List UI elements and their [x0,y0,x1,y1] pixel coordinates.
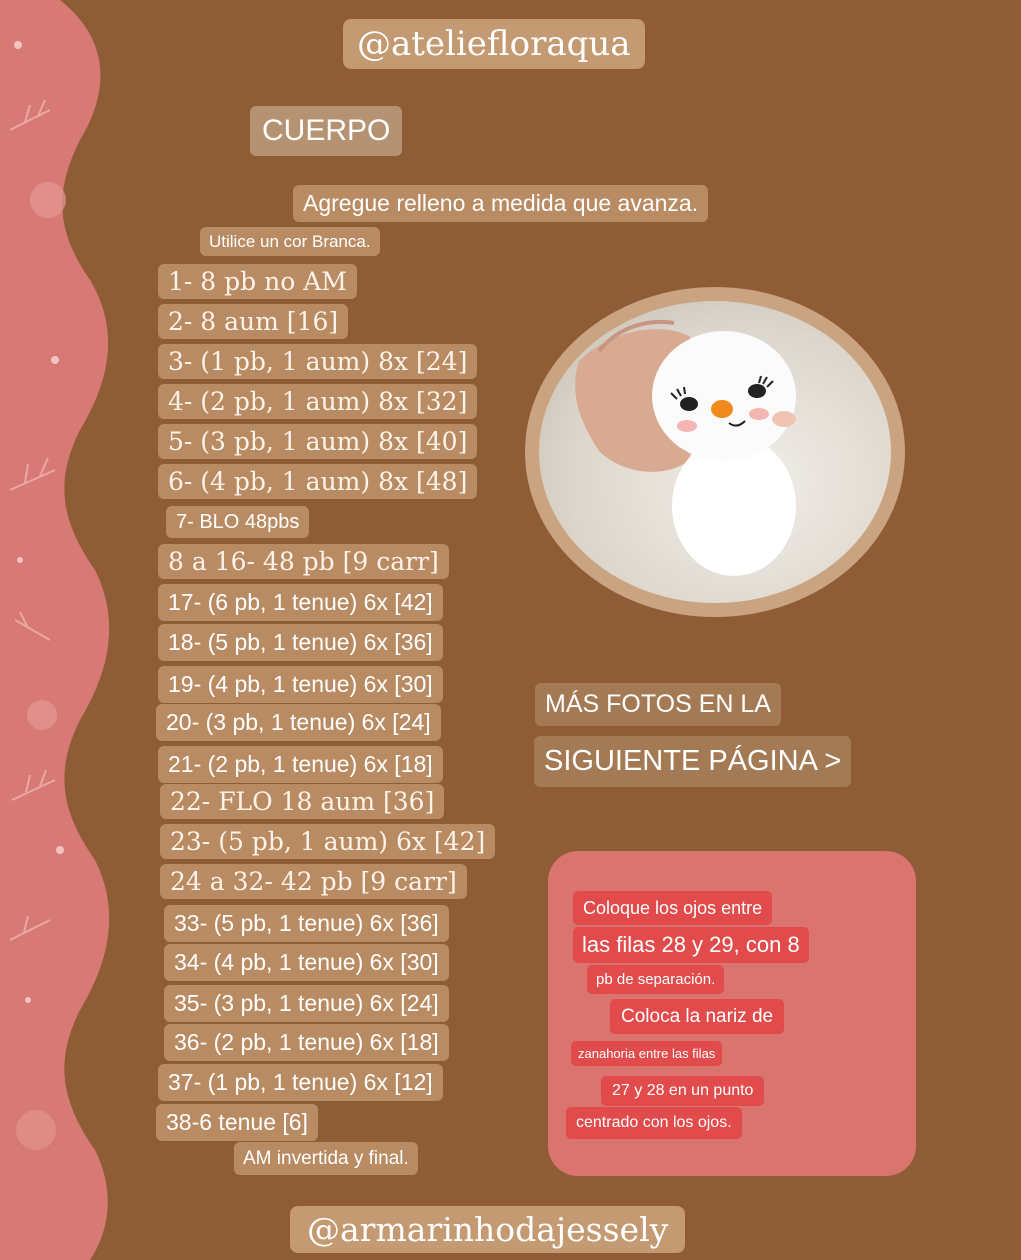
note-line-1: Coloque los ojos entre [573,891,772,925]
row-37: 37- (1 pb, 1 tenue) 6x [12] [158,1064,443,1101]
row-36: 36- (2 pb, 1 tenue) 6x [18] [164,1024,449,1061]
next-page-link[interactable]: SIGUIENTE PÁGINA > [534,736,851,787]
snowman-photo [539,301,891,603]
photo-frame [525,287,905,617]
row-24-32: 24 a 32- 42 pb [9 carr] [160,864,467,899]
row-8-16: 8 a 16- 48 pb [9 carr] [158,544,449,579]
footer-handle: @armarinhodajessely [290,1206,685,1253]
row-20: 20- (3 pb, 1 tenue) 6x [24] [156,704,441,741]
note-line-4: Coloca la nariz de [610,999,784,1034]
note-line-5: zanahoria entre las filas [571,1041,722,1066]
row-19: 19- (4 pb, 1 tenue) 6x [30] [158,666,443,703]
row-5: 5- (3 pb, 1 aum) 8x [40] [158,424,477,459]
row-34: 34- (4 pb, 1 tenue) 6x [30] [164,944,449,981]
row-21: 21- (2 pb, 1 tenue) 6x [18] [158,746,443,783]
header-handle: @ateliefloraqua [343,19,645,69]
row-22: 22- FLO 18 aum [36] [160,784,444,819]
row-18: 18- (5 pb, 1 tenue) 6x [36] [158,624,443,661]
section-title: CUERPO [250,106,402,156]
snowman-illustration [539,301,891,603]
note-line-7: centrado con los ojos. [566,1107,742,1139]
note-line-3: pb de separación. [587,965,724,994]
row-4: 4- (2 pb, 1 aum) 8x [32] [158,384,477,419]
row-3: 3- (1 pb, 1 aum) 8x [24] [158,344,477,379]
row-2: 2- 8 aum [16] [158,304,348,339]
row-17: 17- (6 pb, 1 tenue) 6x [42] [158,584,443,621]
row-38: 38-6 tenue [6] [156,1104,318,1141]
row-6: 6- (4 pb, 1 aum) 8x [48] [158,464,477,499]
row-1: 1- 8 pb no AM [158,264,357,299]
wavy-pink-border [0,0,110,1260]
row-23: 23- (5 pb, 1 aum) 6x [42] [160,824,495,859]
intro-color-note: Utilice un cor Branca. [200,227,380,256]
note-line-2: las filas 28 y 29, con 8 [573,927,809,963]
intro-stuffing-note: Agregue relleno a medida que avanza. [293,185,708,222]
row-33: 33- (5 pb, 1 tenue) 6x [36] [164,905,449,942]
note-line-6: 27 y 28 en un punto [601,1076,764,1106]
promo-line-1: MÁS FOTOS EN LA [535,683,781,726]
row-35: 35- (3 pb, 1 tenue) 6x [24] [164,985,449,1022]
row-7: 7- BLO 48pbs [166,506,309,538]
closing-note: AM invertida y final. [234,1142,418,1175]
